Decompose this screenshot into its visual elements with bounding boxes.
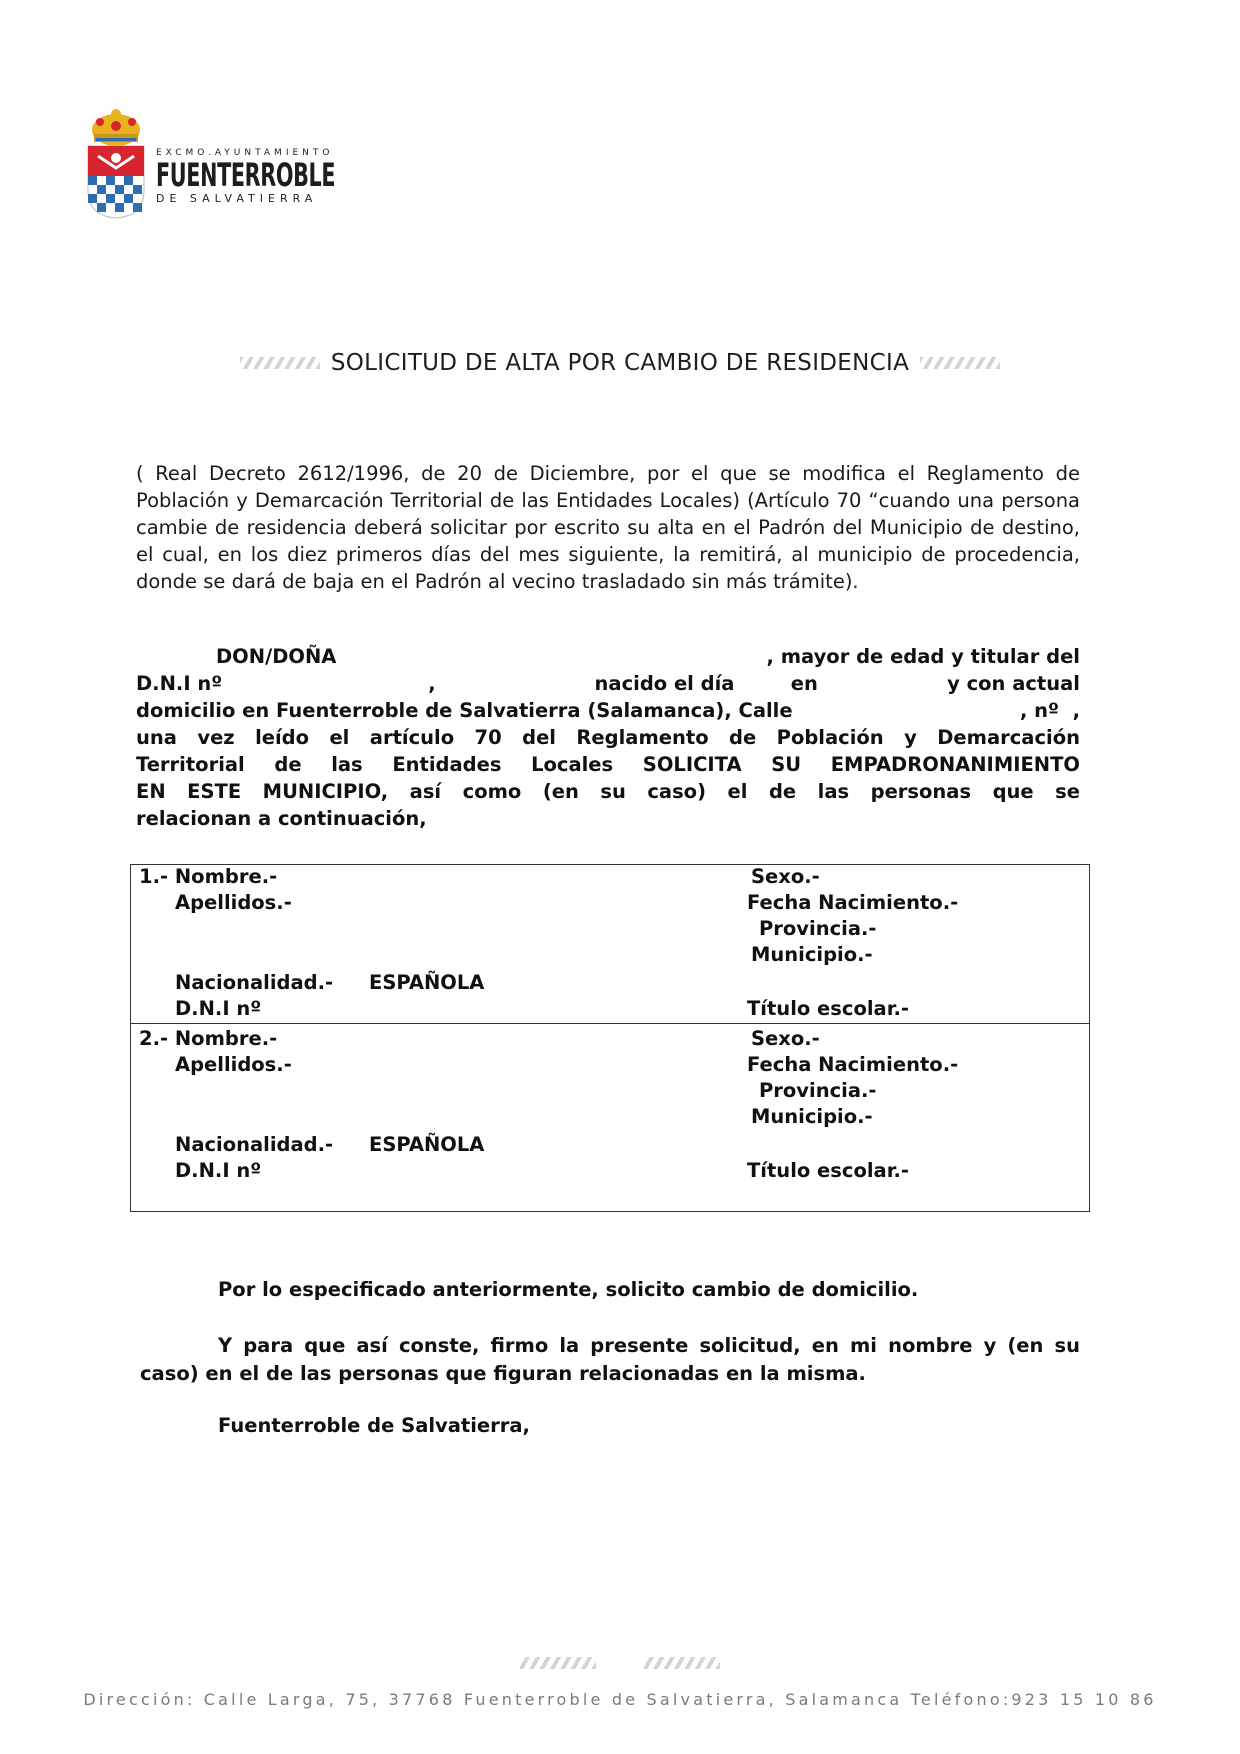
age-holder-text: , mayor de edad y titular del [766,645,1080,668]
legal-reference-paragraph: ( Real Decreto 2612/1996, de 20 de Diciembre, por el que se modifica el Reglamento de Población y Demarcación Territorial de las Entidades Locales) (Artículo 70 “cuando una persona cambie de residencia deberá solicitar por escrito su alta en el Padrón del Municipio de destino, el cual, en los diez primeros días del mes siguiente, la remitirá, al municipio de procedencia, donde se dará de baja en el Padrón al vecino trasladado sin más trámite). [136,462,1080,593]
person-1-apellidos: Apellidos.- [175,891,292,914]
current-address-label: y con actual [947,672,1080,695]
person-1-municipio: Municipio.- [751,943,873,966]
logo-name: FUENTERROBLE [156,156,336,194]
person-2-fecha-nacimiento: Fecha Nacimiento.- [747,1053,959,1076]
hatch-decoration-left [240,357,320,369]
form-line-7: relacionan a continuación, [136,807,427,830]
closing-place: Fuenterroble de Salvatierra, [218,1414,530,1437]
person-1-nombre: 1.- Nombre.- [139,865,278,888]
born-in-label: en [790,672,818,695]
document-title: SOLICITUD DE ALTA POR CAMBIO DE RESIDENCIA [330,350,910,376]
person-2-sexo: Sexo.- [751,1027,820,1050]
closing-request: Por lo especificado anteriormente, solicito cambio de domicilio. [218,1278,919,1301]
person-1-provincia: Provincia.- [759,917,877,940]
person-1-titulo-escolar: Título escolar.- [747,997,910,1020]
person-2-apellidos: Apellidos.- [175,1053,292,1076]
form-line-1 [136,643,1080,670]
coat-of-arms-icon [84,104,148,220]
footer-contact: Dirección: Calle Larga, 75, 37768 Fuenterroble de Salvatierra, Salamanca Teléfono:923 15 10 86 [83,1690,1157,1709]
dni-label: D.N.I nº [136,672,223,695]
footer-hatch-left [520,1657,596,1669]
person-2-titulo-escolar: Título escolar.- [747,1159,910,1182]
title-row [0,350,1240,380]
don-dona-label: DON/DOÑA [216,645,337,668]
person-1-nacionalidad-label: Nacionalidad.- [175,971,334,994]
address-number-label: , nº , [1019,699,1080,722]
person-2-nacionalidad-value: ESPAÑOLA [369,1133,485,1156]
closing-signature-statement: Y para que así conste, firmo la presente solicitud, en mi nombre y (en su caso) en el de las personas que figuran relacionadas en la misma. [140,1334,1080,1385]
dni-comma: , [428,672,436,695]
logo-text [156,148,405,205]
person-1-sexo: Sexo.- [751,865,820,888]
municipal-logo [84,104,354,220]
person-2-municipio: Municipio.- [751,1105,873,1128]
person-2-provincia: Provincia.- [759,1079,877,1102]
person-2-nacionalidad-label: Nacionalidad.- [175,1133,334,1156]
address-street-label: domicilio en Fuenterroble de Salvatierra (Salamanca), Calle [136,699,793,722]
footer-hatch-right [644,1657,720,1669]
person-1-nacionalidad-value: ESPAÑOLA [369,971,485,994]
table-divider [131,1023,1089,1024]
logo-bottom-text: DE SALVATIERRA [156,192,318,205]
applicant-declaration [136,643,1080,832]
person-1-dni: D.N.I nº [175,997,262,1020]
born-on-label: nacido el día [594,672,735,695]
form-line-6: EN ESTE MUNICIPIO, así como (en su caso) el de las personas que se [136,780,1080,803]
form-line-5: Territorial de las Entidades Locales SOLICITA SU EMPADRONANIMIENTO [136,753,1080,776]
logo-top-text: EXCMO.AYUNTAMIENTO [156,148,334,158]
form-line-2 [136,670,1080,697]
person-2-nombre: 2.- Nombre.- [139,1027,278,1050]
form-line-3 [136,697,1080,724]
hatch-decoration-right [920,357,1000,369]
form-line-4: una vez leído el artículo 70 del Reglamento de Población y Demarcación [136,726,1080,749]
persons-table [130,864,1090,1212]
person-1-fecha-nacimiento: Fecha Nacimiento.- [747,891,959,914]
footer-hatch [0,1652,1240,1671]
person-2-dni: D.N.I nº [175,1159,262,1182]
